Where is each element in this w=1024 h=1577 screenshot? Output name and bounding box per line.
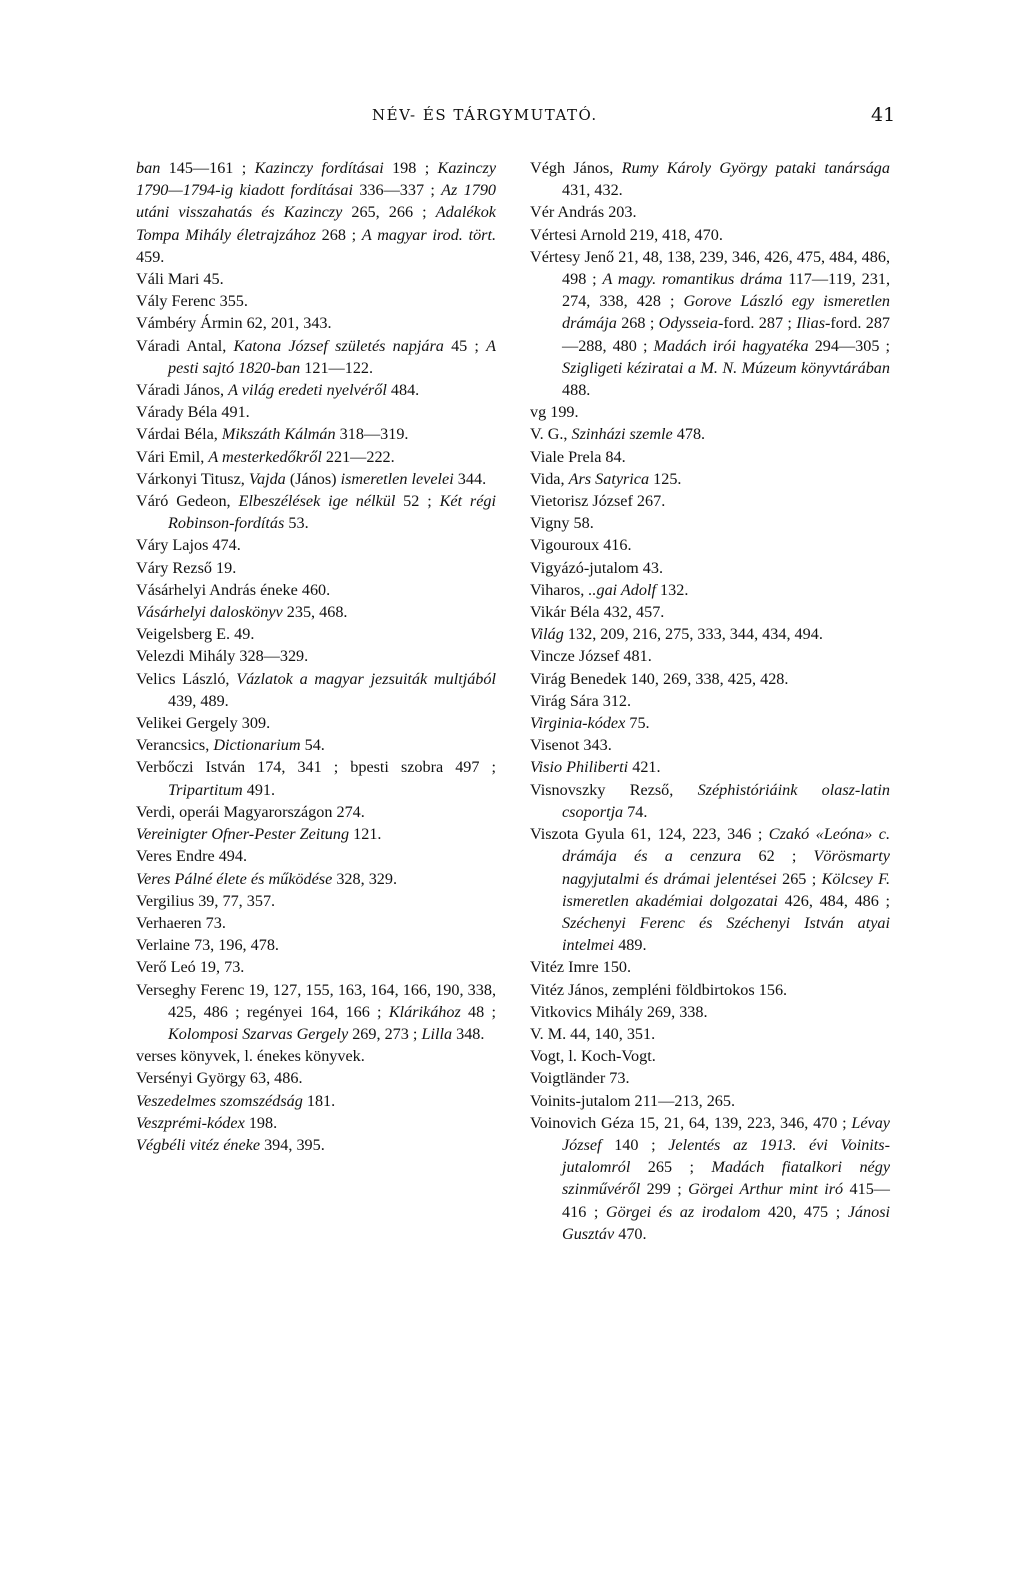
index-entry-text: 489. [614, 936, 647, 955]
index-entry [136, 1112, 496, 1134]
index-entry-text: Váli Mari 45. [136, 270, 224, 289]
index-entry [530, 423, 890, 445]
index-entry-title-text: A magy. romantikus dráma [602, 270, 783, 289]
index-entry [136, 312, 496, 334]
index-entry-text: -ford. 287—288, 480 ; [562, 314, 891, 355]
index-entry-text: Vári Emil, [136, 447, 209, 466]
index-entry-title-text: Visio Philiberti [530, 758, 629, 777]
index-entry-text: vg 199. [530, 403, 579, 422]
index-entry [530, 224, 890, 246]
page-number: 41 [871, 104, 896, 126]
index-entry-text: Verő Leó 19, 73. [136, 958, 245, 977]
index-entry [530, 690, 890, 712]
index-entry [136, 579, 496, 601]
index-entry [530, 756, 890, 778]
index-entry [530, 446, 890, 468]
index-entry-text: 265, 266 ; [342, 203, 436, 222]
index-entry [530, 468, 890, 490]
index-entry-text: Vámbéry Ármin 62, 201, 343. [136, 314, 332, 333]
index-entry-title-text: Görgei és az irodalom [605, 1202, 761, 1221]
index-entry-title-text: Széchenyi Ferenc és Széchenyi István atyai intelmei [562, 913, 890, 955]
index-entry-text: 45 ; [443, 336, 487, 355]
index-entry-text: Vergilius 39, 77, 357. [136, 891, 276, 910]
index-entry [136, 534, 496, 556]
index-entry-title-text: ismeretlen levelei [340, 469, 454, 488]
index-entry [136, 401, 496, 423]
index-entry [136, 468, 496, 490]
index-entry-text: 74. [623, 802, 648, 821]
index-entry-title-text: Jelentés az 1913. évi Voinits-jutalomról [562, 1135, 890, 1177]
index-entry-title-text: Vereinigter Ofner-Pester Zeitung [136, 825, 350, 844]
index-entry-text: Viale Prela 84. [530, 447, 626, 466]
index-entry [136, 557, 496, 579]
index-entry-text: Velezdi Mihály 328—329. [136, 647, 309, 666]
index-entry-text: Vér András 203. [530, 203, 637, 222]
index-entry [530, 1067, 890, 1089]
index-entry-text: Vincze József 481. [530, 647, 652, 666]
index-entry-title-text: Veres Pálné élete és működése [136, 869, 333, 888]
index-entry-text: Váry Rezső 19. [136, 558, 237, 577]
index-entry [136, 890, 496, 912]
index-entry-text: 132, 209, 216, 275, 333, 344, 434, 494. [563, 625, 823, 644]
index-entry [136, 912, 496, 934]
index-entry-text: Vásárhelyi András éneke 460. [136, 580, 331, 599]
index-entry-text: Vály Ferenc 355. [136, 292, 248, 311]
index-entry-text: V. G., [530, 425, 572, 444]
index-entry [136, 823, 496, 845]
index-entry-text: 265 ; [776, 869, 822, 888]
index-entry-title-text: Elbeszélések ige nélkül [238, 492, 396, 511]
index-entry-text: 328, 329. [332, 869, 398, 888]
index-entry-text: Vida, [530, 469, 569, 488]
index-entry-title-text: Tripartitum [168, 780, 243, 799]
index-entry-title-text: Madách irói hagyatéka [653, 336, 809, 355]
index-entry-text: 121. [349, 825, 382, 844]
index-entry-title-text: Jánosi Gusztáv [562, 1202, 891, 1243]
index-entry-title-text: A mesterkedőkről [208, 447, 322, 466]
index-entry-text: 145—161 ; [160, 159, 255, 177]
index-entry [530, 201, 890, 223]
index-entry-text: 336—337 ; [353, 181, 442, 200]
index-entry [136, 379, 496, 401]
index-entry-title-text: Vásárhelyi daloskönyv [136, 603, 283, 622]
index-entry-text: 235, 468. [282, 603, 348, 622]
index-entry [136, 734, 496, 756]
index-entry [530, 1090, 890, 1112]
index-entry-text: Váradi János, [136, 381, 229, 400]
index-entry [530, 1023, 890, 1045]
index-entry [530, 979, 890, 1001]
index-entry [136, 845, 496, 867]
index-entry-title-text: Görgei Arthur mint iró [688, 1180, 844, 1199]
index-entry-title-text: Veszprémi-kódex [136, 1113, 245, 1132]
index-entry-text: 221—222. [321, 447, 395, 466]
index-entry-text: 54. [300, 736, 325, 755]
index-entry-text: 52 ; [395, 492, 440, 511]
index-entry [530, 246, 890, 401]
index-entry-title-text: Vörösmarty nagyjutalmi és drámai jelentései [562, 847, 890, 888]
index-entry-text: Velikei Gergely 309. [136, 714, 271, 733]
index-entry-title-text: A világ eredeti nyelvéről [228, 381, 387, 400]
index-entry [136, 956, 496, 978]
index-entry [136, 623, 496, 645]
index-entry [136, 868, 496, 890]
index-entry-title-text: Rumy Károly György pataki tanársága [621, 159, 890, 177]
index-entry-text: 75. [625, 714, 650, 733]
index-entry [530, 601, 890, 623]
index-entry-title-text: Kazinczy fordításai [254, 159, 384, 177]
index-entry-text: Várkonyi Titusz, [136, 469, 249, 488]
index-entry-text: Váró Gedeon, [136, 492, 239, 511]
index-entry [136, 335, 496, 379]
index-entry-title-text: ..gai Adolf [588, 580, 656, 599]
index-entry-text: 198. [244, 1113, 278, 1132]
index-entry-title-text: Széphistóriáink olasz-latin csoportja [562, 780, 890, 821]
index-entry [530, 668, 890, 690]
index-entry-text: 439, 489. [168, 691, 229, 710]
index-entry-text: Viharos, [530, 580, 589, 599]
index-entry-text: 299 ; [640, 1180, 689, 1199]
index-entry-text: 294—305 ; [808, 336, 891, 355]
index-entry-title-text: Czakó «Leóna» c. drámája és a cenzura [562, 825, 890, 866]
index-entry-text: Vigyázó-jutalom 43. [530, 558, 663, 577]
index-entry [136, 1090, 496, 1112]
index-entry-text: 478. [672, 425, 706, 444]
index-entry [136, 801, 496, 823]
index-entry-text: 62 ; [741, 847, 814, 866]
index-entry [136, 979, 496, 1046]
index-entry-text: Visnovszky Rezső, [530, 780, 698, 799]
index-entry-text: 181. [302, 1091, 336, 1110]
index-entry [530, 401, 890, 423]
index-entry-text: Veigelsberg E. 49. [136, 625, 255, 644]
index-entry-title-text: Ilias [796, 314, 825, 333]
index-entry-title-text: Gorove László egy ismeretlen drámája [562, 292, 890, 333]
index-entry-text: verses könyvek, l. énekes könyvek. [136, 1047, 365, 1066]
index-entry-text: 420, 475 ; [760, 1202, 848, 1221]
index-entry-text: 198 ; [383, 159, 438, 177]
index-entry-title-text: Odysseia [658, 314, 719, 333]
index-entry-title-text: Virginia-kódex [530, 714, 626, 733]
index-entry-text: Várdai Béla, [136, 425, 222, 444]
index-entry-text: 488. [562, 381, 591, 400]
index-entry-title-text: Az 1790 utáni visszahatás és Kazinczy [136, 181, 497, 222]
index-entry-title-text: Klárikához [388, 1002, 461, 1021]
index-entry-text: Verlaine 73, 196, 478. [136, 936, 279, 955]
index-entry-text: 121—122. [300, 358, 374, 377]
index-entry-text: 117—119, 231, 274, 338, 428 ; [562, 270, 890, 311]
index-entry [530, 579, 890, 601]
running-head [0, 106, 1024, 132]
index-entry-text: Verancsics, [136, 736, 214, 755]
index-entry-title-text: Szigligeti kéziratai a M. N. Múzeum könyvtárában [562, 358, 890, 377]
index-entry-title-text: Világ [530, 625, 564, 644]
index-entry-text: Váradi Antal, [136, 336, 234, 355]
index-entry-title-text: Madách fiatalkori négy szinművéről [562, 1158, 890, 1199]
index-entry-title-text: Kölcsey F. ismeretlen akadémiai dolgozatai [562, 869, 890, 910]
index-entry [136, 490, 496, 534]
index-entry-text: Vitéz Imre 150. [530, 958, 632, 977]
index-entry-text: 53. [284, 514, 309, 533]
index-entry-text: 470. [614, 1224, 647, 1243]
index-entry-title-text: A magyar irod. tört. [361, 225, 497, 244]
index-entry-text: 431, 432. [562, 181, 623, 200]
index-entry-text: 132. [655, 580, 689, 599]
index-entry [136, 1134, 496, 1156]
index-entry-text: Velics László, [136, 669, 237, 688]
index-entry-text: Vitkovics Mihály 269, 338. [530, 1002, 708, 1021]
index-entry-title-text: Ars Satyrica [568, 469, 650, 488]
index-entry-text: Virág Benedek 140, 269, 338, 425, 428. [530, 669, 789, 688]
index-entry [530, 734, 890, 756]
index-entry-text: Váry Lajos 474. [136, 536, 241, 555]
index-entry-text: 484. [386, 381, 420, 400]
index-entry-title-text: Katona József születés napjára [233, 336, 444, 355]
index-entry-text: Voinovich Géza 15, 21, 64, 139, 223, 346, 470 ; [530, 1113, 852, 1132]
index-entry-title-text: Két régi Robinson-fordítás [168, 492, 496, 533]
index-entry-text: 415—416 ; [562, 1180, 890, 1221]
index-entry-text: Vietorisz József 267. [530, 492, 666, 511]
index-entry [530, 490, 890, 512]
index-entry-text: Verhaeren 73. [136, 913, 226, 932]
index-entry [136, 645, 496, 667]
index-entry [530, 623, 890, 645]
index-entry-text: Vitéz János, zempléni földbirtokos 156. [530, 980, 788, 999]
index-entry-text: Vigny 58. [530, 514, 594, 533]
index-entry-title-text: Vázlatok a magyar jezsuiták multjából [236, 669, 496, 688]
index-entry-text: Virág Sára 312. [530, 691, 632, 710]
index-entry-text: Verbőczi István 174, 341 ; bpesti szobra 497 ; [136, 758, 496, 777]
index-entry-text: 318—319. [335, 425, 409, 444]
index-entry [530, 712, 890, 734]
index-entry [136, 1045, 496, 1067]
index-entry-title-text: Veszedelmes szomszédság [136, 1091, 303, 1110]
index-entry-text: -ford. 287 ; [718, 314, 797, 333]
index-entry-title-text: Vajda [248, 469, 286, 488]
index-entry-title-text: Kazinczy 1790—1794-ig kiadott fordításai [136, 159, 496, 200]
index-entry-text: 269, 273 ; [348, 1024, 422, 1043]
index-entry-title-text: Mikszáth Kálmán [221, 425, 336, 444]
index-column-right [530, 157, 890, 1245]
index-entry-text: Versényi György 63, 486. [136, 1069, 303, 1088]
index-entry-text: Verdi, operái Magyarországon 274. [136, 802, 365, 821]
index-entry-text: 421. [628, 758, 661, 777]
index-entry-text: V. M. 44, 140, 351. [530, 1024, 656, 1043]
index-entry [136, 934, 496, 956]
index-entry [136, 446, 496, 468]
index-entry-text: 265 ; [630, 1158, 712, 1177]
index-entry-text: 491. [242, 780, 276, 799]
index-entry-title-text: Kolomposi Szarvas Gergely [168, 1024, 349, 1043]
index-entry [530, 512, 890, 534]
index-entry-title-text: Lévay József [562, 1113, 890, 1154]
index-entry [136, 268, 496, 290]
index-entry [530, 157, 890, 201]
index-entry [530, 1001, 890, 1023]
index-entry-title-text: Adalékok Tompa Mihály életrajzához [136, 203, 496, 244]
index-entry [136, 756, 496, 800]
index-entry-text: Vogt, l. Koch-Vogt. [530, 1047, 656, 1066]
index-entry-text: Vigouroux 416. [530, 536, 632, 555]
index-entry-text: Végh János, [530, 159, 622, 177]
index-entry [136, 601, 496, 623]
index-entry-text: Voigtländer 73. [530, 1069, 630, 1088]
index-entry [530, 956, 890, 978]
index-entry-title-text: ban [136, 159, 161, 177]
index-entry-text: 268 ; [616, 314, 659, 333]
index-entry-text: 426, 484, 486 ; [777, 891, 890, 910]
index-entry-text: 140 ; [601, 1135, 669, 1154]
index-entry-text: 125. [649, 469, 682, 488]
index-entry-text: Viszota Gyula 61, 124, 223, 346 ; [530, 825, 769, 844]
index-entry [136, 157, 496, 268]
index-entry-text: Verseghy Ferenc 19, 127, 155, 163, 164, 166, 190, 338, 425, 486 ; regényei 164, 166 ; [136, 980, 496, 1021]
page-title: NÉV- ÉS TÁRGYMUTATÓ. [372, 106, 598, 124]
index-entry [530, 557, 890, 579]
index-entry-text: 344. [453, 469, 487, 488]
index-entry-text: (János) [285, 469, 341, 488]
index-entry [530, 1045, 890, 1067]
index-entry-text: Voinits-jutalom 211—213, 265. [530, 1091, 736, 1110]
index-entry [136, 668, 496, 712]
index-entry-text: 459. [136, 247, 165, 266]
index-entry [530, 823, 890, 956]
index-entry-text: Vértesy Jenő 21, 48, 138, 239, 346, 426, 475, 484, 486, 498 ; [530, 247, 890, 289]
index-entry-text: Vértesi Arnold 219, 418, 470. [530, 225, 723, 244]
index-entry-title-text: Végbéli vitéz éneke [136, 1135, 261, 1154]
index-entry-title-text: Lilla [421, 1024, 453, 1043]
index-entry-title-text: A pesti sajtó 1820-ban [168, 336, 496, 377]
index-entry-text: Veres Endre 494. [136, 847, 248, 866]
index-entry [136, 423, 496, 445]
index-entry-text: 48 ; [460, 1002, 497, 1021]
index-entry-text: 394, 395. [260, 1135, 325, 1154]
index-entry [530, 534, 890, 556]
index-entry [530, 645, 890, 667]
index-entry-title-text: Dictionarium [213, 736, 301, 755]
index-entry [136, 712, 496, 734]
index-entry [530, 1112, 890, 1245]
index-entry [136, 1067, 496, 1089]
index-entry-text: 268 ; [315, 225, 362, 244]
index-entry-text: Visenot 343. [530, 736, 612, 755]
index-column-left [136, 157, 496, 1156]
index-entry [136, 290, 496, 312]
index-entry-text: Vikár Béla 432, 457. [530, 603, 665, 622]
index-entry [530, 779, 890, 823]
index-entry-text: 348. [452, 1024, 485, 1043]
index-entry-title-text: Szinházi szemle [571, 425, 673, 444]
index-entry-text: Várady Béla 491. [136, 403, 250, 422]
